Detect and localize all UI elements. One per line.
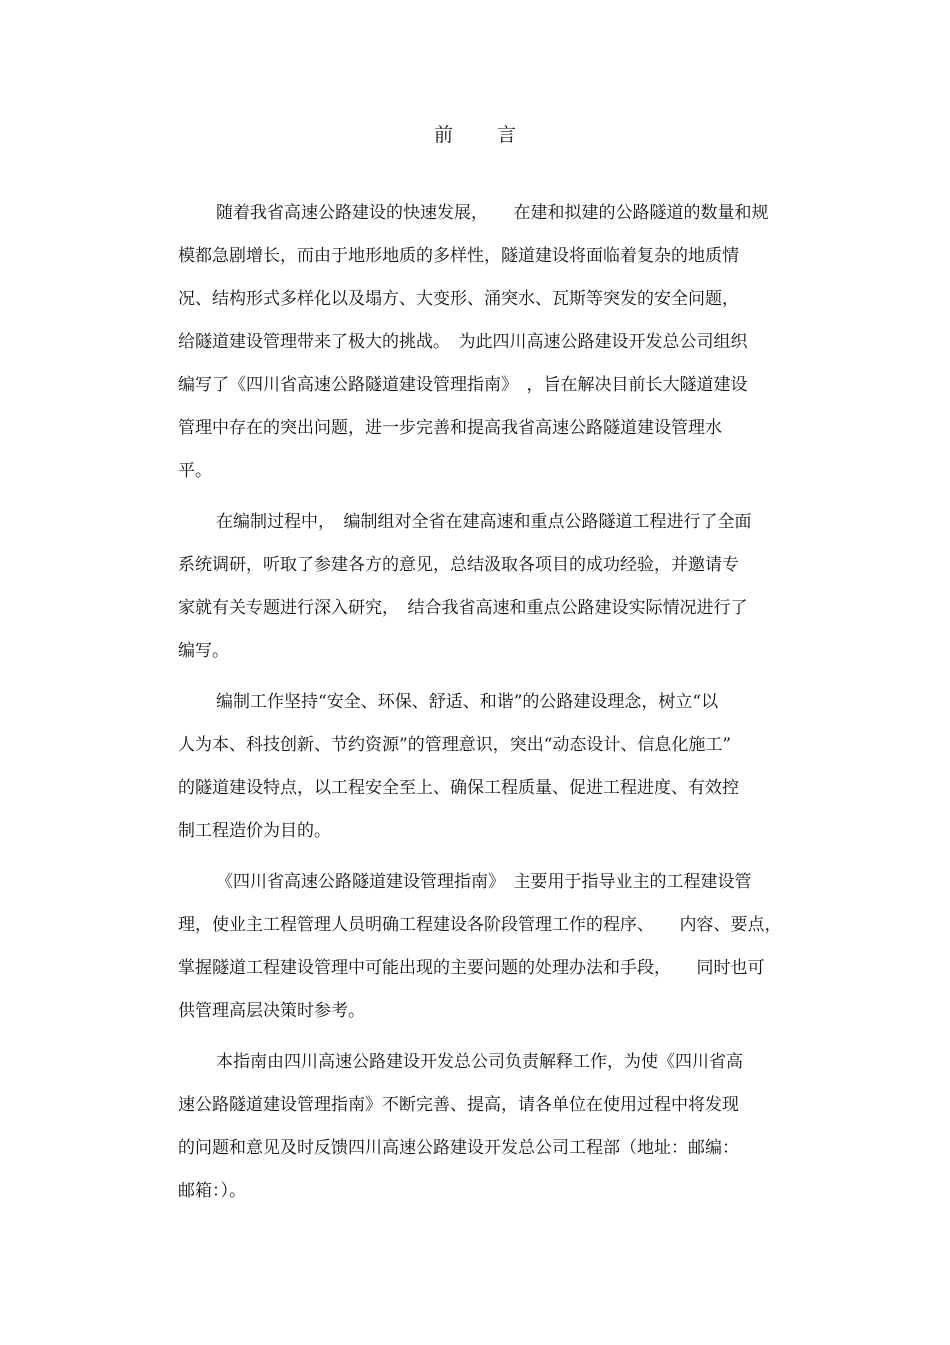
paragraph-line: 掌握隧道工程建设管理中可能出现的主要问题的处理办法和手段， 同时也可 <box>178 958 765 978</box>
title-char-1: 前 <box>433 124 453 146</box>
paragraph-line: 家就有关专题进行深入研究， 结合我省高速和重点公路建设实际情况进行了 <box>178 598 748 618</box>
paragraph-line: 速公路隧道建设管理指南》不断完善、提高，请各单位在使用过程中将发现 <box>178 1095 739 1115</box>
paragraph-line: 邮箱：）。 <box>178 1181 246 1201</box>
paragraph-line: 给隧道建设管理带来了极大的挑战。 为此四川高速公路建设开发总公司组织 <box>178 332 748 352</box>
paragraph-line: 人为本、科技创新、节约资源”的管理意识，突出“动态设计、信息化施工” <box>178 735 732 755</box>
paragraph-line: 的问题和意见及时反馈四川高速公路建设开发总公司工程部（地址：邮编： <box>178 1138 739 1158</box>
paragraph-line: 在编制过程中， 编制组对全省在建高速和重点公路隧道工程进行了全面 <box>216 512 752 532</box>
page-title <box>0 120 950 147</box>
paragraph-line: 模都急剧增长，而由于地形地质的多样性，隧道建设将面临着复杂的地质情 <box>178 246 739 266</box>
paragraph-line: 编写了《四川省高速公路隧道建设管理指南》 ，旨在解决目前长大隧道建设 <box>178 375 748 395</box>
paragraph-line: 编制工作坚持“安全、环保、舒适、和谐”的公路建设理念，树立“以 <box>216 692 719 712</box>
paragraph-line: 《四川省高速公路隧道建设管理指南》 主要用于指导业主的工程建设管 <box>216 872 752 892</box>
paragraph-line: 本指南由四川高速公路建设开发总公司负责解释工作，为使《四川省高 <box>216 1052 743 1072</box>
paragraph-line: 况、结构形式多样化以及塌方、大变形、涌突水、瓦斯等突发的安全问题， <box>178 289 739 309</box>
paragraph-line: 供管理高层决策时参考。 <box>178 1001 365 1021</box>
paragraph-line: 随着我省高速公路建设的快速发展， 在建和拟建的公路隧道的数量和规 <box>216 203 769 223</box>
paragraph-line: 编写。 <box>178 641 229 661</box>
title-char-2: 言 <box>497 124 517 146</box>
paragraph-line: 系统调研，听取了参建各方的意见，总结汲取各项目的成功经验，并邀请专 <box>178 555 739 575</box>
paragraph-line: 制工程造价为目的。 <box>178 821 331 841</box>
paragraph-line: 管理中存在的突出问题，进一步完善和提高我省高速公路隧道建设管理水 <box>178 418 722 438</box>
paragraph-line: 的隧道建设特点，以工程安全至上、确保工程质量、促进工程进度、有效控 <box>178 778 739 798</box>
paragraph-line: 理，使业主工程管理人员明确工程建设各阶段管理工作的程序、 内容、要点， <box>178 915 782 935</box>
paragraph-line: 平。 <box>178 461 212 481</box>
